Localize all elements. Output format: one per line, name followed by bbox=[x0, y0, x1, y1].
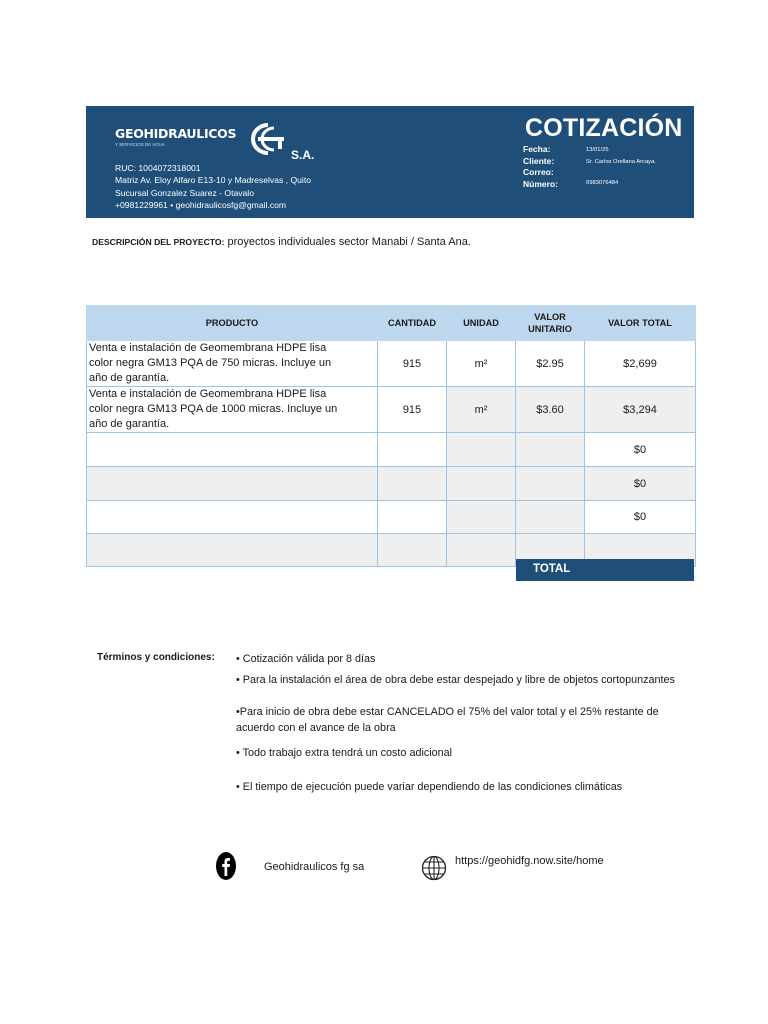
header-producto: PRODUCTO bbox=[87, 306, 378, 341]
product-cell bbox=[87, 387, 378, 433]
header-valor-total: VALOR TOTAL bbox=[585, 306, 696, 341]
quantity-cell bbox=[378, 433, 447, 467]
terms-item: •Para inicio de obra debe estar CANCELADO el 75% del valor total y el 25% restante de acuerdo con el avance de la obra bbox=[236, 706, 659, 734]
company-ruc: RUC: 1004072318001 bbox=[115, 163, 201, 173]
product-cell bbox=[87, 433, 378, 467]
table-row bbox=[87, 341, 696, 387]
meta-label-correo: Correo: bbox=[523, 167, 554, 177]
description-value: proyectos individuales sector Manabi / Santa Ana. bbox=[227, 236, 471, 248]
terms-label: Términos y condiciones: bbox=[97, 652, 215, 663]
meta-label-numero: Número: bbox=[523, 178, 558, 189]
project-description bbox=[92, 236, 471, 248]
total-price-cell: $0 bbox=[585, 467, 696, 501]
total-label: TOTAL bbox=[533, 563, 571, 575]
terms-item: • Todo trabajo extra tendrá un costo adicional bbox=[236, 747, 453, 759]
company-address: Matriz Av. Eloy Alfaro E13-10 y Madreselvas , Quito bbox=[115, 175, 311, 186]
unit-price-cell bbox=[516, 501, 585, 534]
table-row bbox=[87, 467, 696, 501]
terms-item: • Para la instalación el área de obra debe estar despejado y libre de objetos cortopunzantes bbox=[236, 674, 675, 686]
company-tagline: Y SERVICIOS DE AGUA bbox=[115, 142, 165, 147]
unit-price-cell bbox=[516, 433, 585, 467]
items-table bbox=[86, 305, 696, 567]
product-cell bbox=[87, 534, 378, 567]
company-logo bbox=[115, 124, 315, 164]
facebook-page-name[interactable]: Geohidraulicos fg sa bbox=[264, 861, 365, 873]
facebook-icon[interactable] bbox=[216, 852, 236, 880]
unit-cell bbox=[447, 433, 516, 467]
quote-header bbox=[86, 106, 694, 218]
header-valor-unitario bbox=[516, 306, 585, 341]
header-unidad: UNIDAD bbox=[447, 306, 516, 341]
unit-cell bbox=[447, 501, 516, 534]
unit-price-cell: $3.60 bbox=[516, 387, 585, 433]
table-row bbox=[87, 387, 696, 433]
product-cell bbox=[87, 341, 378, 387]
geohidraulicos-logo-icon bbox=[238, 122, 288, 156]
quantity-cell: 915 bbox=[378, 387, 447, 433]
unit-price-cell bbox=[516, 467, 585, 501]
company-name: GEOHIDRAULICOS bbox=[115, 126, 237, 141]
meta-value-numero: 0983076484 bbox=[586, 180, 619, 186]
header-valor-unitario-line2: UNITARIO bbox=[528, 324, 572, 334]
header-cantidad: CANTIDAD bbox=[378, 306, 447, 341]
company-contact: +0981229961 • geohidraulicosfg@gmail.com bbox=[115, 199, 287, 210]
total-price-cell: $0 bbox=[585, 501, 696, 534]
product-line: año de garantía. bbox=[89, 372, 170, 384]
header-valor-unitario-line1: VALOR bbox=[534, 312, 566, 322]
unit-cell bbox=[447, 467, 516, 501]
total-price-cell: $3,294 bbox=[585, 387, 696, 433]
meta-labels bbox=[523, 144, 558, 190]
company-suffix: S.A. bbox=[291, 148, 315, 162]
product-cell bbox=[87, 467, 378, 501]
product-line: año de garantía. bbox=[89, 418, 170, 430]
quantity-cell: 915 bbox=[378, 341, 447, 387]
total-price-cell: $0 bbox=[585, 433, 696, 467]
product-line: Venta e instalación de Geomembrana HDPE lisa bbox=[89, 342, 327, 354]
meta-value-cliente: Sr. Carlos Orellana Arcaya. bbox=[586, 159, 656, 165]
website-link[interactable]: https://geohidfg.now.site/home bbox=[455, 855, 604, 867]
quantity-cell bbox=[378, 467, 447, 501]
description-label: DESCRIPCIÓN DEL PROYECTO: bbox=[92, 237, 225, 247]
total-bar bbox=[516, 559, 694, 581]
terms-item: • El tiempo de ejecución puede variar dependiendo de las condiciones climáticas bbox=[236, 781, 623, 793]
table-header-row bbox=[87, 306, 696, 341]
product-line: color negra GM13 PQA de 750 micras. Incluye un bbox=[89, 357, 332, 369]
product-cell bbox=[87, 501, 378, 534]
unit-cell: m² bbox=[447, 387, 516, 433]
product-line: Venta e instalación de Geomembrana HDPE lisa bbox=[89, 388, 327, 400]
unit-cell: m² bbox=[447, 341, 516, 387]
total-price-cell: $2,699 bbox=[585, 341, 696, 387]
company-info bbox=[115, 162, 311, 211]
quantity-cell bbox=[378, 534, 447, 567]
unit-cell bbox=[447, 534, 516, 567]
terms-item: • Cotización válida por 8 días bbox=[236, 653, 376, 665]
table-row bbox=[87, 501, 696, 534]
meta-label-cliente: Cliente: bbox=[523, 155, 555, 166]
unit-price-cell: $2.95 bbox=[516, 341, 585, 387]
company-branch: Sucursal Gonzalez Suarez - Otavalo bbox=[115, 187, 254, 198]
document-title: COTIZACIÓN bbox=[525, 114, 683, 142]
table-row bbox=[87, 433, 696, 467]
meta-label-fecha: Fecha: bbox=[523, 144, 551, 154]
product-line: color negra GM13 PQA de 1000 micras. Incluye un bbox=[89, 403, 338, 415]
meta-value-fecha: 13/01/25 bbox=[586, 147, 609, 153]
quantity-cell bbox=[378, 501, 447, 534]
globe-icon bbox=[421, 855, 447, 881]
